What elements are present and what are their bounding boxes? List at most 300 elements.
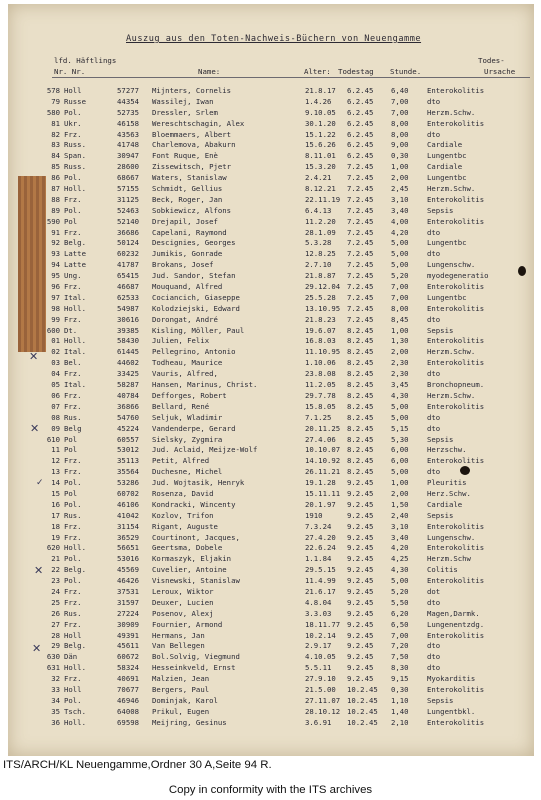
row-cause: Lungenschw.	[427, 532, 476, 542]
row-birth-date: 1.10.06	[305, 358, 336, 368]
row-prisoner-number: 60232	[117, 249, 139, 259]
row-name: Julien, Felix	[152, 336, 210, 346]
row-birth-date: 14.10.92	[305, 456, 341, 466]
row-birth-date: 11.2.05	[305, 380, 336, 390]
row-number: 19	[51, 532, 60, 542]
row-cause: Herzm.Schw	[427, 554, 471, 564]
row-death-time: 5,00	[391, 238, 409, 248]
row-nationality: Pol	[64, 216, 78, 226]
row-number: 01	[51, 336, 60, 346]
row-nationality: Holl.	[64, 717, 86, 727]
row-nationality: Ital.	[64, 292, 86, 302]
row-birth-date: 27.4.06	[305, 434, 336, 444]
row-name: Kondracki, Wincenty	[152, 499, 236, 509]
row-birth-date: 15.6.26	[305, 140, 336, 150]
row-death-time: 7,50	[391, 652, 409, 662]
row-name: Visnewski, Stanislaw	[152, 576, 240, 586]
row-cause: Cardiale	[427, 499, 463, 509]
table-row	[22, 140, 534, 151]
x-mark-icon: ✕	[29, 350, 39, 363]
row-cause: Enterokolitis	[427, 576, 485, 586]
row-death-date: 8.2.45	[347, 325, 374, 335]
table-row	[22, 391, 534, 402]
row-death-time: 3,10	[391, 521, 409, 531]
row-death-time: 6,00	[391, 456, 409, 466]
row-death-date: 9.2.45	[347, 499, 374, 509]
row-number: 92	[51, 238, 60, 248]
row-birth-date: 4.8.04	[305, 597, 332, 607]
table-row	[22, 424, 534, 435]
row-death-date: 7.2.45	[347, 260, 374, 270]
row-number: 93	[51, 249, 60, 259]
row-prisoner-number: 30616	[117, 314, 139, 324]
row-name: Geertsma, Dobele	[152, 543, 223, 553]
row-number: 89	[51, 205, 60, 215]
row-death-date: 9.2.45	[347, 652, 374, 662]
row-prisoner-number: 57155	[117, 184, 139, 194]
row-death-time: 1,00	[391, 325, 409, 335]
row-name: Petit, Alfred	[152, 456, 210, 466]
row-name: Courtinont, Jacques,	[152, 532, 240, 542]
row-name: Schmidt, Gellius	[152, 184, 223, 194]
row-cause: myodegeneratio	[427, 271, 489, 281]
row-nationality: Dt.	[64, 325, 78, 335]
row-name: Posenov, Alexj	[152, 608, 214, 618]
row-prisoner-number: 36686	[117, 227, 139, 237]
row-number: 29	[51, 641, 60, 651]
row-name: Bol.Solvig, Viegmund	[152, 652, 240, 662]
row-death-time: 2,45	[391, 184, 409, 194]
row-death-date: 7.2.45	[347, 238, 374, 248]
table-row	[22, 554, 534, 565]
row-death-time: 7,00	[391, 96, 409, 106]
row-death-date: 9.2.45	[347, 488, 374, 498]
table-row	[22, 358, 534, 369]
row-number: 83	[51, 140, 60, 150]
row-prisoner-number: 37531	[117, 586, 139, 596]
row-cause: dto	[427, 96, 441, 106]
row-death-time: 1,40	[391, 706, 409, 716]
row-number: 12	[51, 456, 60, 466]
header-name: Name:	[198, 67, 221, 76]
row-prisoner-number: 54987	[117, 303, 139, 313]
row-death-time: 2,30	[391, 369, 409, 379]
row-nationality: Frz.	[64, 390, 82, 400]
row-cause: Sepsis	[427, 325, 454, 335]
row-name: Rigant, Auguste	[152, 521, 218, 531]
row-birth-date: 15.1.22	[305, 129, 336, 139]
row-number: 13	[51, 467, 60, 477]
row-number: 05	[51, 380, 60, 390]
row-birth-date: 27.11.07	[305, 695, 341, 705]
row-death-date: 8.2.45	[347, 467, 374, 477]
row-name: Kormaszyk, Eljakin	[152, 554, 232, 564]
row-cause: Pleuritis	[427, 478, 467, 488]
row-number: 21	[51, 554, 60, 564]
header-rule	[52, 77, 530, 78]
row-prisoner-number: 58324	[117, 663, 139, 673]
row-birth-date: 29.7.78	[305, 390, 336, 400]
row-cause: Herzm.Schw.	[427, 390, 476, 400]
row-birth-date: 1.1.84	[305, 554, 332, 564]
row-cause: Enterokolitis	[427, 630, 485, 640]
row-death-time: 1,30	[391, 336, 409, 346]
row-death-date: 6.2.45	[347, 140, 374, 150]
table-row	[22, 238, 534, 249]
row-nationality: Russe	[64, 96, 86, 106]
row-nationality: Frz.	[64, 532, 82, 542]
row-birth-date: 28.10.12	[305, 706, 341, 716]
row-number: 16	[51, 499, 60, 509]
row-prisoner-number: 69598	[117, 717, 139, 727]
row-birth-date: 29.12.04	[305, 282, 341, 292]
table-row	[22, 347, 534, 358]
header-date: Todestag	[338, 67, 374, 76]
row-death-date: 7.2.45	[347, 162, 374, 172]
row-cause: Enterokolitis	[427, 336, 485, 346]
row-name: Leroux, Wiktor	[152, 586, 214, 596]
row-name: Capelani, Raymond	[152, 227, 227, 237]
row-death-date: 7.2.45	[347, 271, 374, 281]
header-todes: Todes-	[478, 56, 505, 65]
row-birth-date: 30.1.20	[305, 118, 336, 128]
row-name: Meijring, Gesinus	[152, 717, 227, 727]
row-death-date: 7.2.45	[347, 314, 374, 324]
row-name: Deuxer, Lucien	[152, 597, 214, 607]
row-prisoner-number: 35564	[117, 467, 139, 477]
row-prisoner-number: 39385	[117, 325, 139, 335]
row-death-time: 5,20	[391, 586, 409, 596]
row-birth-date: 10.2.14	[305, 630, 336, 640]
row-name: Vandenderpe, Gerard	[152, 423, 236, 433]
row-prisoner-number: 56651	[117, 543, 139, 553]
row-cause: dto	[427, 652, 441, 662]
document-page	[8, 4, 534, 756]
row-name: Bellard, René	[152, 401, 210, 411]
row-cause: Herzschw.	[427, 445, 467, 455]
row-cause: Enterokolitis	[427, 118, 485, 128]
row-prisoner-number: 30909	[117, 619, 139, 629]
row-cause: Enterokolitis	[427, 303, 485, 313]
row-number: 22	[51, 565, 60, 575]
row-number: 08	[51, 412, 60, 422]
row-birth-date: 9.10.05	[305, 107, 336, 117]
table-row	[22, 86, 534, 97]
row-death-date: 7.2.45	[347, 282, 374, 292]
row-number: 87	[51, 184, 60, 194]
row-birth-date: 10.10.07	[305, 445, 341, 455]
row-prisoner-number: 61445	[117, 347, 139, 357]
row-birth-date: 26.11.21	[305, 467, 341, 477]
row-birth-date: 19.1.28	[305, 478, 336, 488]
row-nationality: Frz.	[64, 467, 82, 477]
row-name: Defforges, Robert	[152, 390, 227, 400]
row-name: Bergers, Paul	[152, 684, 210, 694]
row-cause: Sepsis	[427, 510, 454, 520]
row-death-date: 8.2.45	[347, 412, 374, 422]
row-death-date: 9.2.45	[347, 521, 374, 531]
row-birth-date: 6.4.13	[305, 205, 332, 215]
table-row	[22, 696, 534, 707]
table-row	[22, 435, 534, 446]
row-death-time: 2,00	[391, 347, 409, 357]
row-cause: Cardiale	[427, 140, 463, 150]
row-birth-date: 1910	[305, 510, 323, 520]
row-cause: Enterokolitis	[427, 86, 485, 95]
x-mark-icon: ✕	[34, 564, 44, 577]
row-number: 96	[51, 282, 60, 292]
table-row	[22, 445, 534, 456]
row-prisoner-number: 53286	[117, 478, 139, 488]
row-nationality: Ital.	[64, 347, 86, 357]
table-row	[22, 543, 534, 554]
row-number: 610	[46, 434, 60, 444]
row-birth-date: 21.8.17	[305, 86, 336, 95]
row-prisoner-number: 49391	[117, 630, 139, 640]
row-cause: Sepsis	[427, 695, 454, 705]
row-cause: dto	[427, 412, 441, 422]
row-cause: Lungentbc	[427, 292, 467, 302]
row-name: Jud. Aclaid, Meijze-Wolf	[152, 445, 258, 455]
row-name: Sobkiewicz, Alfons	[152, 205, 232, 215]
row-death-time: 0,30	[391, 684, 409, 694]
row-nationality: Pol.	[64, 478, 82, 488]
row-birth-date: 16.8.03	[305, 336, 336, 346]
row-name: Todheau, Maurice	[152, 358, 223, 368]
table-row	[22, 151, 534, 162]
row-nationality: Tsch.	[64, 706, 86, 716]
row-death-date: 7.2.45	[347, 184, 374, 194]
row-cause: Enterokolitis	[427, 717, 485, 727]
table-row	[22, 674, 534, 685]
row-death-time: 3,40	[391, 205, 409, 215]
row-cause: Lungentbkl.	[427, 706, 476, 716]
row-prisoner-number: 50124	[117, 238, 139, 248]
row-nationality: Belg.	[64, 565, 86, 575]
row-number: 17	[51, 510, 60, 520]
table-row	[22, 217, 534, 228]
row-death-time: 1,50	[391, 499, 409, 509]
table-row	[22, 456, 534, 467]
row-nationality: Ung.	[64, 271, 82, 281]
row-birth-date: 4.10.05	[305, 652, 336, 662]
document-title: Auszug aus den Toten-Nachweis-Büchern von Neuengamme	[126, 34, 422, 44]
row-nationality: Frz.	[64, 194, 82, 204]
row-cause: dto	[427, 423, 441, 433]
row-death-date: 7.2.45	[347, 227, 374, 237]
row-prisoner-number: 65415	[117, 271, 139, 281]
table-row	[22, 249, 534, 260]
row-prisoner-number: 53012	[117, 445, 139, 455]
header-cause: Ursache	[484, 67, 516, 76]
row-name: Rosenza, David	[152, 488, 214, 498]
row-death-date: 7.2.45	[347, 205, 374, 215]
row-prisoner-number: 58287	[117, 380, 139, 390]
row-number: 590	[46, 216, 60, 226]
row-prisoner-number: 60557	[117, 434, 139, 444]
row-cause: Sepsis	[427, 205, 454, 215]
row-cause: Enterokolitis	[427, 456, 485, 466]
header-age: Alter:	[304, 67, 331, 76]
row-name: Fournier, Armond	[152, 619, 223, 629]
row-cause: Enterokolitis	[427, 282, 485, 292]
copy-notice: Copy in conformity with the ITS archives	[168, 784, 373, 796]
row-number: 07	[51, 401, 60, 411]
row-death-time: 6,50	[391, 619, 409, 629]
row-nationality: Pol.	[64, 107, 82, 117]
row-birth-date: 15.3.20	[305, 162, 336, 172]
row-prisoner-number: 27224	[117, 608, 139, 618]
row-name: Dorongat, André	[152, 314, 218, 324]
row-birth-date: 28.1.09	[305, 227, 336, 237]
row-cause: Magen,Darmk.	[427, 608, 480, 618]
row-nationality: Frz.	[64, 674, 82, 684]
row-nationality: Pol	[64, 488, 78, 498]
row-cause: Enterokolitis	[427, 521, 485, 531]
table-row	[22, 228, 534, 239]
table-row	[22, 206, 534, 217]
row-death-time: 4,30	[391, 390, 409, 400]
table-row	[22, 652, 534, 663]
row-death-date: 6.2.45	[347, 96, 374, 106]
row-death-date: 8.2.45	[347, 358, 374, 368]
row-prisoner-number: 41042	[117, 510, 139, 520]
row-prisoner-number: 46106	[117, 499, 139, 509]
table-row	[22, 173, 534, 184]
row-name: Van Bellegen	[152, 641, 205, 651]
row-prisoner-number: 46946	[117, 695, 139, 705]
row-prisoner-number: 60672	[117, 652, 139, 662]
row-birth-date: 27.9.10	[305, 674, 336, 684]
table-row	[22, 282, 534, 293]
row-prisoner-number: 52463	[117, 205, 139, 215]
row-death-time: 7,00	[391, 107, 409, 117]
row-number: 33	[51, 684, 60, 694]
row-death-date: 8.2.45	[347, 336, 374, 346]
table-row	[22, 119, 534, 130]
row-death-time: 2,00	[391, 488, 409, 498]
row-number: 09	[51, 423, 60, 433]
row-death-date: 9.2.45	[347, 630, 374, 640]
table-row	[22, 576, 534, 587]
row-death-date: 10.2.45	[347, 706, 378, 716]
row-death-time: 2,30	[391, 358, 409, 368]
row-birth-date: 5.3.28	[305, 238, 332, 248]
row-death-time: 1,00	[391, 162, 409, 172]
row-death-date: 9.2.45	[347, 478, 374, 488]
row-prisoner-number: 60702	[117, 488, 139, 498]
row-nationality: Pol.	[64, 554, 82, 564]
row-birth-date: 3.6.91	[305, 717, 332, 727]
row-number: 91	[51, 227, 60, 237]
row-nationality: Holl.	[64, 663, 86, 673]
row-death-time: 5,00	[391, 576, 409, 586]
row-birth-date: 21.8.87	[305, 271, 336, 281]
table-row	[22, 533, 534, 544]
table-row	[22, 511, 534, 522]
row-prisoner-number: 52735	[117, 107, 139, 117]
row-death-time: 7,20	[391, 641, 409, 651]
row-number: 14	[51, 478, 60, 488]
x-mark-icon: ✕	[32, 642, 42, 655]
row-death-time: 4,20	[391, 227, 409, 237]
table-row	[22, 97, 534, 108]
row-nationality: Frz.	[64, 227, 82, 237]
row-death-date: 9.2.45	[347, 619, 374, 629]
row-name: Kolodziejski, Edward	[152, 303, 240, 313]
row-nationality: Frz.	[64, 369, 82, 379]
row-nationality: Holl	[64, 630, 82, 640]
table-row	[22, 271, 534, 282]
row-death-time: 8,45	[391, 314, 409, 324]
table-row	[22, 718, 534, 729]
row-cause: dto	[427, 369, 441, 379]
table-row	[22, 260, 534, 271]
row-cause: Enterokolitis	[427, 358, 485, 368]
table-row	[22, 162, 534, 173]
row-cause: Enterokolitis	[427, 684, 485, 694]
row-number: 578	[46, 86, 60, 95]
row-death-date: 7.2.45	[347, 303, 374, 313]
row-name: Dominjak, Karol	[152, 695, 218, 705]
row-prisoner-number: 35113	[117, 456, 139, 466]
row-name: Jud. Sandor, Stefan	[152, 271, 236, 281]
row-death-date: 9.2.45	[347, 543, 374, 553]
row-birth-date: 20.11.25	[305, 423, 341, 433]
row-cause: Lungenentzdg.	[427, 619, 485, 629]
row-birth-date: 7.1.25	[305, 412, 332, 422]
table-row	[22, 620, 534, 631]
row-birth-date: 18.11.77	[305, 619, 341, 629]
table-row	[22, 500, 534, 511]
row-nationality: Pol	[64, 434, 78, 444]
row-death-date: 8.2.45	[347, 401, 374, 411]
row-prisoner-number: 41787	[117, 260, 139, 270]
row-death-date: 7.2.45	[347, 216, 374, 226]
table-row	[22, 108, 534, 119]
row-cause: Cardiale	[427, 162, 463, 172]
row-number: 06	[51, 390, 60, 400]
row-name: Charlemova, Abakurn	[152, 140, 236, 150]
table-row	[22, 598, 534, 609]
row-nationality: Rus.	[64, 412, 82, 422]
row-birth-date: 21.8.23	[305, 314, 336, 324]
row-cause: dto	[427, 663, 441, 673]
row-number: 27	[51, 619, 60, 629]
row-nationality: Belg	[64, 423, 82, 433]
row-death-time: 9,00	[391, 140, 409, 150]
row-birth-date: 8.11.01	[305, 151, 336, 161]
table-row	[22, 315, 534, 326]
row-birth-date: 3.3.03	[305, 608, 332, 618]
row-death-date: 8.2.45	[347, 347, 374, 357]
row-death-time: 8,00	[391, 303, 409, 313]
row-number: 25	[51, 597, 60, 607]
row-prisoner-number: 36529	[117, 532, 139, 542]
row-birth-date: 19.6.07	[305, 325, 336, 335]
row-name: Mijnters, Cornelis	[152, 86, 232, 95]
row-name: Seljuk, Wladimir	[152, 412, 223, 422]
row-nationality: Pol.	[64, 576, 82, 586]
row-birth-date: 13.10.95	[305, 303, 341, 313]
row-cause: dto	[427, 467, 441, 477]
row-prisoner-number: 31597	[117, 597, 139, 607]
row-nationality: Holl	[64, 86, 82, 95]
row-death-date: 8.2.45	[347, 390, 374, 400]
row-death-time: 4,20	[391, 543, 409, 553]
row-prisoner-number: 54760	[117, 412, 139, 422]
row-cause: Colitis	[427, 565, 458, 575]
